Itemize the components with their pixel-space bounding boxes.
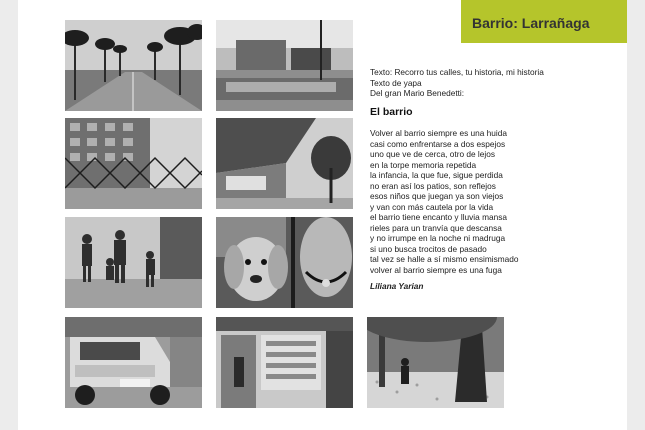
poem-line: no eran así los patios, son reflejos — [370, 180, 496, 191]
poem-line: la infancia, la que fue, sigue perdida — [370, 170, 503, 180]
poem-line: esos niños que juegan ya son viejos — [370, 191, 504, 201]
poem-line: rieles para un tranvía que descansa — [370, 222, 502, 233]
photo-park-trees — [367, 317, 504, 408]
photo-street-car-blur — [216, 20, 353, 111]
poem-line: en la torpe memoria repetida — [370, 159, 477, 170]
poem-author: Liliana Yarian — [370, 281, 424, 291]
poem-line: tal vez se halle a sí mismo ensimismado — [370, 254, 519, 264]
poem-line: Volver al barrio siempre es una huida — [370, 128, 507, 138]
intro-line: Texto de yapa — [370, 77, 422, 88]
intro-line: Del gran Mario Benedetti: — [370, 88, 465, 98]
intro-line: Texto: Recorro tus calles, tu historia, mi historia — [370, 67, 544, 77]
poem-line: y van con más cautela por la vida — [370, 201, 494, 212]
photo-palm-avenue — [65, 20, 202, 111]
photo-children-playing — [65, 217, 202, 308]
poem-line: el barrio tiene encanto y lluvia mansa — [370, 212, 507, 222]
poem-line: y no irrumpe en la noche ni madruga — [370, 233, 506, 243]
poem-line: casi como enfrentarse a dos espejos — [370, 138, 506, 149]
poem-line: uno que ve de cerca, otro de lejos — [370, 149, 495, 159]
poem-body — [370, 128, 620, 275]
photo-old-truck — [65, 317, 202, 408]
poem-line: si uno busca trocitos de pasado — [370, 243, 487, 254]
poem-line: volver al barrio siempre es una fuga — [370, 264, 502, 275]
photo-corner-shop — [216, 317, 353, 408]
photo-stadium — [216, 118, 353, 209]
photo-dog-portrait — [216, 217, 353, 308]
poem-title: El barrio — [370, 106, 413, 118]
page-title: Barrio: Larrañaga — [472, 15, 590, 31]
intro-text — [370, 67, 620, 99]
photo-buildings-fence — [65, 118, 202, 209]
